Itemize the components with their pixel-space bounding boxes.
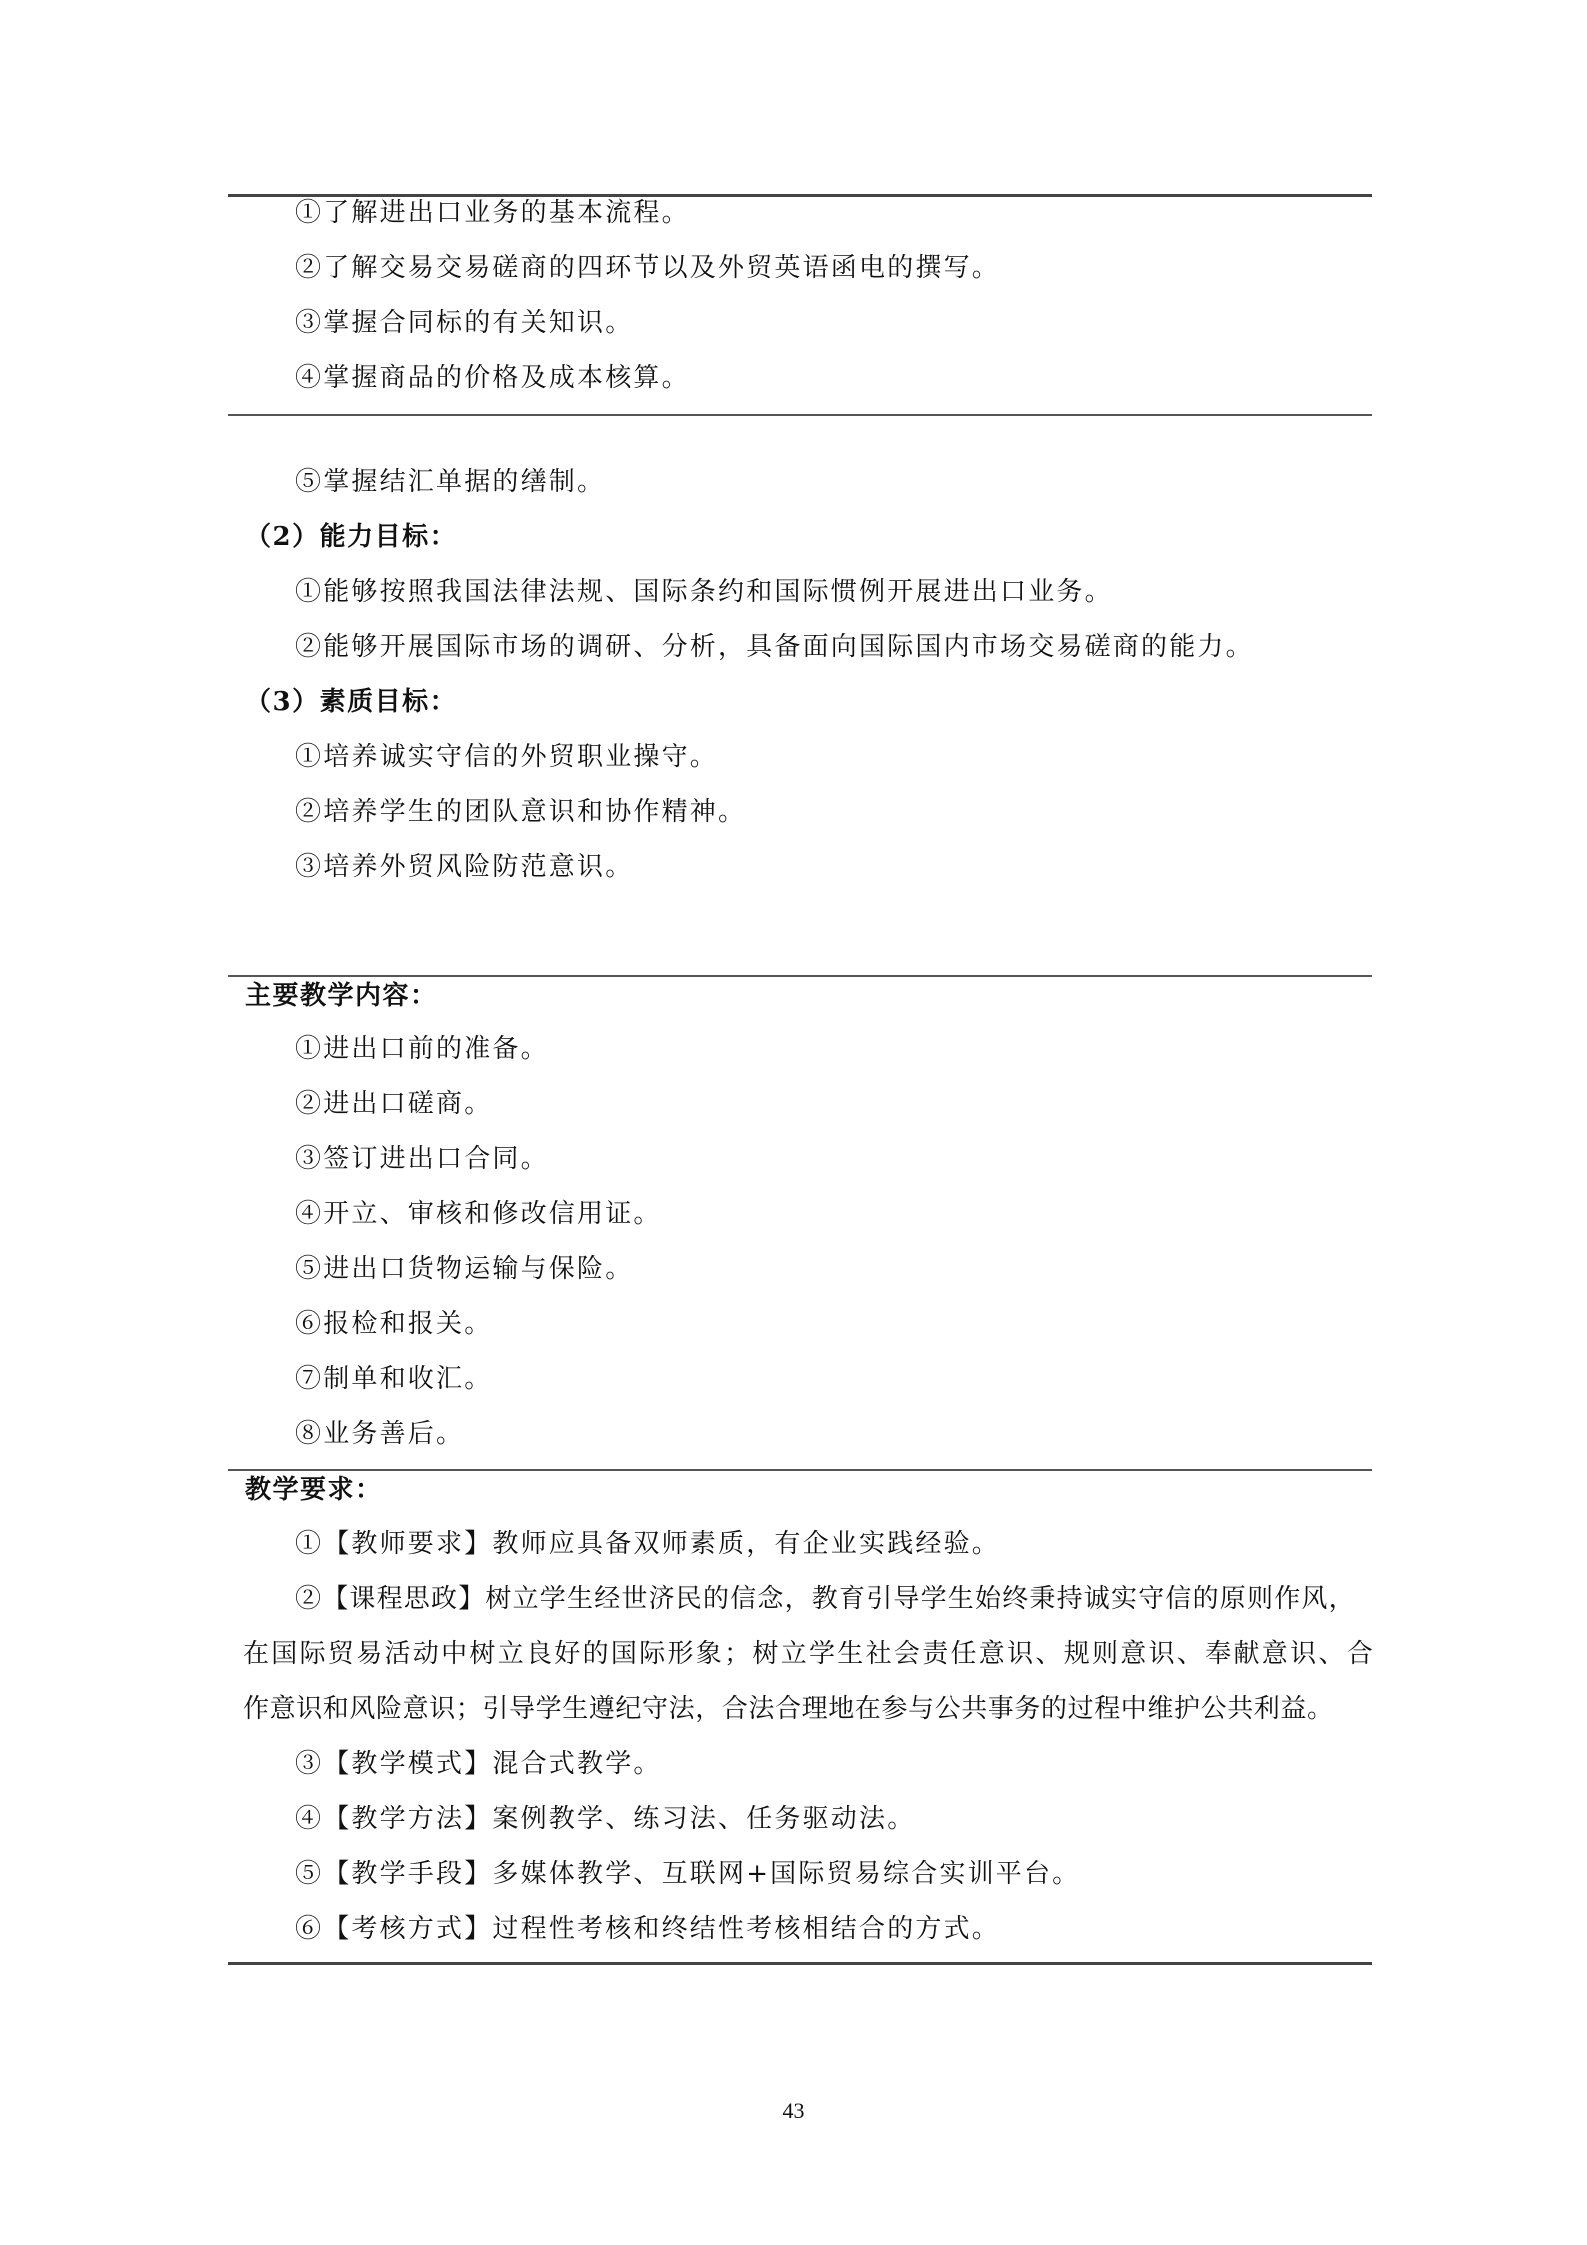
requirement-3: ③【教学模式】混合式教学。 [295, 1749, 662, 1779]
content-item-5: ⑤进出口货物运输与保险。 [295, 1254, 634, 1284]
requirement-6: ⑥【考核方式】过程性考核和终结性考核相结合的方式。 [295, 1914, 1001, 1944]
requirement-2-line-1: ②【课程思政】树立学生经世济民的信念，教育引导学生始终秉持诚实守信的原则作风， [295, 1584, 1356, 1614]
requirement-2-line-3: 作意识和风险意识；引导学生遵纪守法，合法合理地在参与公共事务的过程中维护公共利益。 [243, 1694, 1334, 1724]
content-item-3: ③签订进出口合同。 [295, 1144, 549, 1174]
requirements-heading: 教学要求： [245, 1475, 383, 1505]
ability-goals-heading: （2）能力目标： [245, 522, 458, 552]
content-item-2: ②进出口磋商。 [295, 1089, 493, 1119]
quality-goal-3: ③培养外贸风险防范意识。 [295, 852, 634, 882]
main-content-heading: 主要教学内容： [245, 981, 438, 1011]
requirement-4: ④【教学方法】案例教学、练习法、任务驱动法。 [295, 1804, 916, 1834]
quality-goal-2: ②培养学生的团队意识和协作精神。 [295, 797, 747, 827]
content-item-8: ⑧业务善后。 [295, 1419, 465, 1449]
content-item-4: ④开立、审核和修改信用证。 [295, 1199, 662, 1229]
content-item-1: ①进出口前的准备。 [295, 1034, 549, 1064]
knowledge-goal-3: ③掌握合同标的有关知识。 [295, 308, 634, 338]
ability-goal-2: ②能够开展国际市场的调研、分析，具备面向国际国内市场交易磋商的能力。 [295, 632, 1254, 662]
ability-goal-1: ①能够按照我国法律法规、国际条约和国际惯例开展进出口业务。 [295, 577, 1113, 607]
knowledge-goal-4: ④掌握商品的价格及成本核算。 [295, 363, 690, 393]
requirement-5: ⑤【教学手段】多媒体教学、互联网+国际贸易综合实训平台。 [295, 1859, 1081, 1889]
table-bottom-rule [228, 414, 1372, 416]
content-item-6: ⑥报检和报关。 [295, 1309, 493, 1339]
requirement-2-line-2: 在国际贸易活动中树立良好的国际形象；树立学生社会责任意识、规则意识、奉献意识、合 [243, 1639, 1376, 1669]
content-top-rule [228, 975, 1372, 977]
knowledge-goal-2: ②了解交易交易磋商的四环节以及外贸英语函电的撰写。 [295, 253, 1001, 283]
page-number: 43 [782, 2098, 805, 2123]
content-item-7: ⑦制单和收汇。 [295, 1364, 493, 1394]
quality-goal-1: ①培养诚实守信的外贸职业操守。 [295, 742, 719, 772]
requirements-top-rule [228, 1469, 1372, 1471]
knowledge-goal-1: ①了解进出口业务的基本流程。 [295, 198, 690, 228]
requirement-1: ①【教师要求】教师应具备双师素质，有企业实践经验。 [295, 1529, 1001, 1559]
requirements-bottom-rule [228, 1962, 1372, 1965]
quality-goals-heading: （3）素质目标： [245, 687, 458, 717]
knowledge-goal-5: ⑤掌握结汇单据的缮制。 [295, 467, 606, 497]
